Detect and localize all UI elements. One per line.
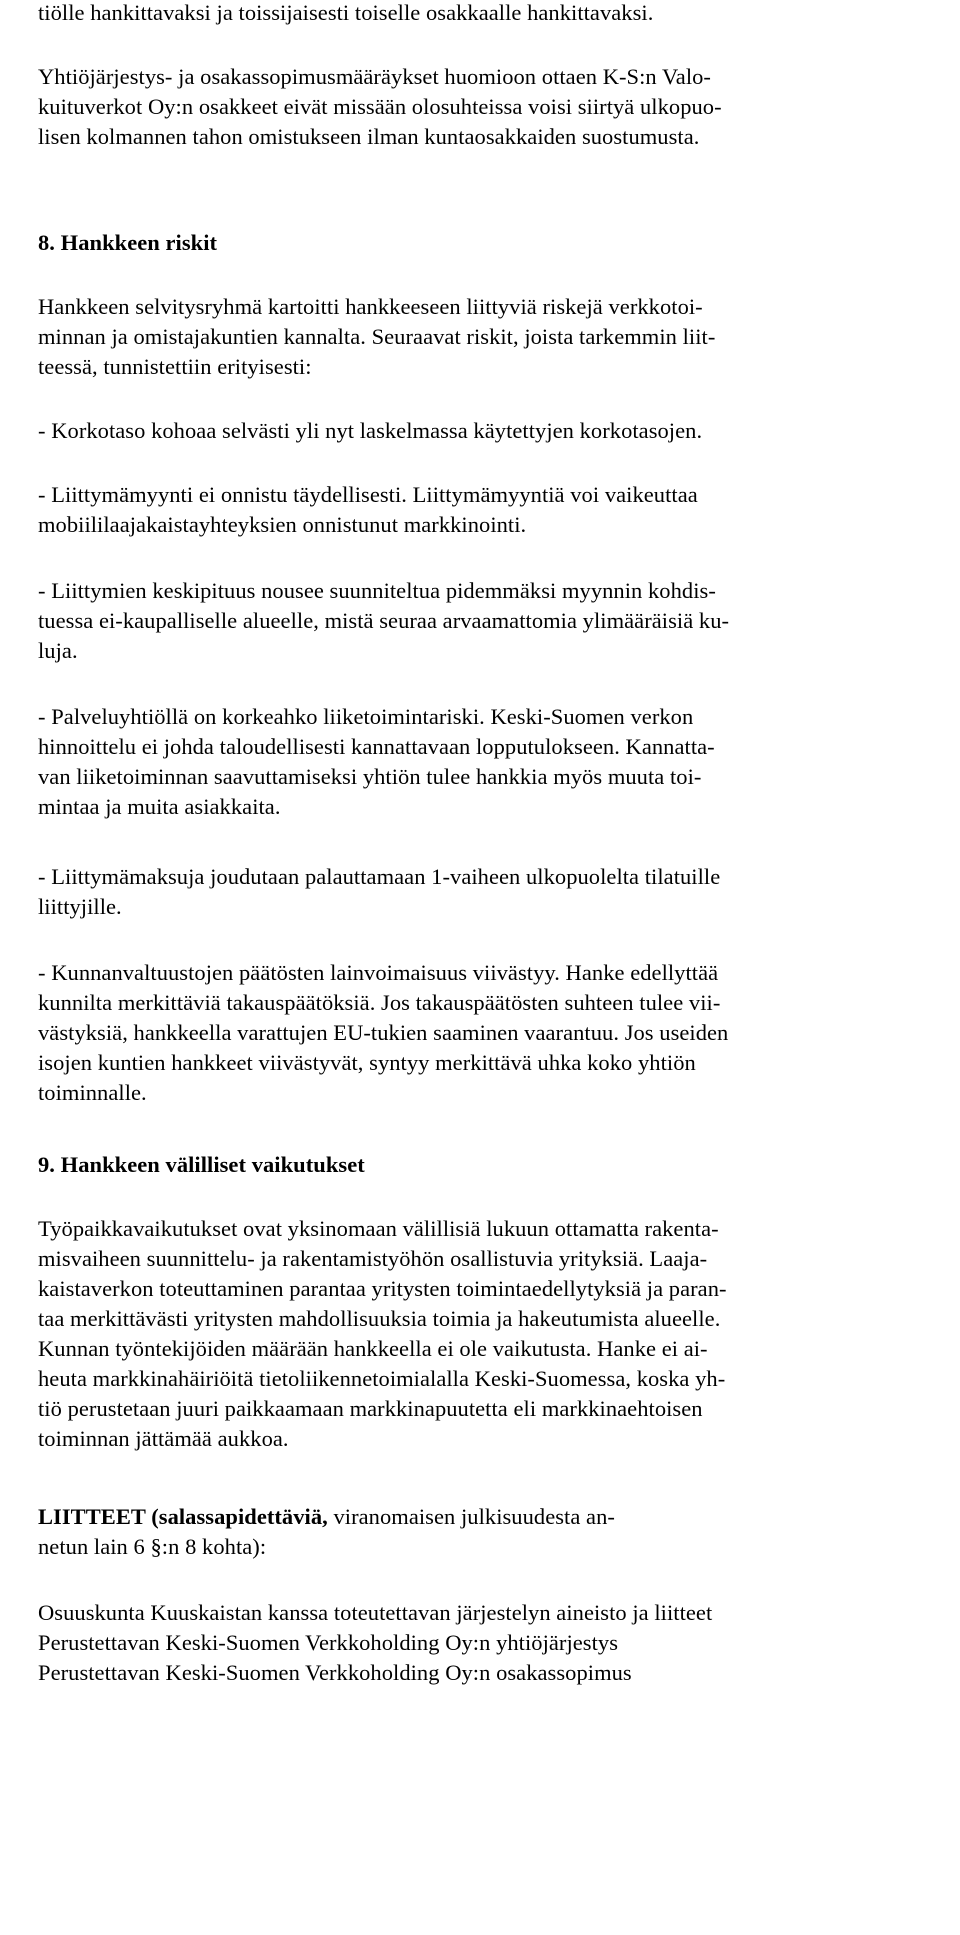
- paragraph-line: - Liittymämaksuja joudutaan palauttamaan 1-vaiheen ulkopuolelta tilatuille: [38, 864, 721, 889]
- paragraph-line: minnan ja omistajakuntien kannalta. Seuraavat riskit, joista tarkemmin liit-: [38, 324, 716, 349]
- paragraph-line: tuessa ei-kaupalliselle alueelle, mistä seuraa arvaamattomia ylimääräisiä ku-: [38, 608, 730, 633]
- paragraph-line: hinnoittelu ei johda taloudellisesti kannattavaan lopputulokseen. Kannatta-: [38, 734, 715, 759]
- paragraph-line: teessä, tunnistettiin erityisesti:: [38, 354, 312, 379]
- risk-item-length: [38, 576, 948, 666]
- paragraph-line: van liiketoiminnan saavuttamiseksi yhtiön tulee hankkia myös muuta toi-: [38, 764, 702, 789]
- paragraph-line: kuituverkot Oy:n osakkeet eivät missään olosuhteissa voisi siirtyä ulkopuo-: [38, 94, 722, 119]
- attachments-heading: [38, 1502, 948, 1562]
- paragraph-line: lisen kolmannen tahon omistukseen ilman kuntaosakkaiden suostumusta.: [38, 124, 700, 149]
- section-number: 9.: [38, 1152, 55, 1177]
- section-heading-9: [38, 1150, 948, 1180]
- attachments-label-rest: viranomaisen julkisuudesta an-: [327, 1504, 615, 1529]
- risk-item-decisions: [38, 958, 948, 1108]
- list-item: Perustettavan Keski-Suomen Verkkoholding Oy:n osakassopimus: [38, 1660, 632, 1685]
- attachments-label: LIITTEET (salassapidettäviä,: [38, 1504, 328, 1529]
- ownership-paragraph: [38, 62, 948, 152]
- paragraph-line: liittyjille.: [38, 894, 122, 919]
- section-number: 8.: [38, 230, 55, 255]
- paragraph-line: - Korkotaso kohoaa selvästi yli nyt laskelmassa käytettyjen korkotasojen.: [38, 418, 703, 443]
- risks-intro-paragraph: [38, 292, 948, 382]
- paragraph-line: Työpaikkavaikutukset ovat yksinomaan välillisiä lukuun ottamatta rakenta-: [38, 1216, 719, 1241]
- paragraph-line: isojen kuntien hankkeet viivästyvät, syntyy merkittävä uhka koko yhtiön: [38, 1050, 696, 1075]
- paragraph-line: - Kunnanvaltuustojen päätösten lainvoimaisuus viivästyy. Hanke edellyttää: [38, 960, 719, 985]
- section-heading-8: [38, 228, 948, 258]
- paragraph-line: tiö perustetaan juuri paikkaamaan markkinapuutetta eli markkinaehtoisen: [38, 1396, 703, 1421]
- paragraph-line: toiminnalle.: [38, 1080, 147, 1105]
- paragraph-line: mintaa ja muita asiakkaita.: [38, 794, 281, 819]
- list-item: Osuuskunta Kuuskaistan kanssa toteutettavan järjestelyn aineisto ja liitteet: [38, 1600, 713, 1625]
- list-item: Perustettavan Keski-Suomen Verkkoholding Oy:n yhtiöjärjestys: [38, 1630, 619, 1655]
- indirect-effects-paragraph: [38, 1214, 948, 1454]
- paragraph-line: kaistaverkon toteuttaminen parantaa yritysten toimintaedellytyksiä ja paran-: [38, 1276, 727, 1301]
- risk-item-interest: [38, 416, 948, 446]
- intro-paragraph: [38, 0, 948, 28]
- paragraph-line: toiminnan jättämää aukkoa.: [38, 1426, 289, 1451]
- paragraph-line: västyksiä, hankkeella varattujen EU-tukien saaminen vaarantuu. Jos useiden: [38, 1020, 729, 1045]
- paragraph-line: Hankkeen selvitysryhmä kartoitti hankkeeseen liittyviä riskejä verkkotoi-: [38, 294, 703, 319]
- paragraph-line: - Liittymien keskipituus nousee suunniteltua pidemmäksi myynnin kohdis-: [38, 578, 716, 603]
- risk-item-sales: [38, 480, 948, 540]
- paragraph-line: heuta markkinahäiriöitä tietoliikennetoimialalla Keski-Suomessa, koska yh-: [38, 1366, 726, 1391]
- attachments-list: [38, 1598, 948, 1688]
- paragraph-line: misvaiheen suunnittelu- ja rakentamistyöhön osallistuvia yrityksiä. Laaja-: [38, 1246, 708, 1271]
- paragraph-line: - Liittymämyynti ei onnistu täydellisesti. Liittymämyyntiä voi vaikeuttaa: [38, 482, 698, 507]
- paragraph-line: luja.: [38, 638, 78, 663]
- paragraph-line: tiölle hankittavaksi ja toissijaisesti toiselle osakkaalle hankittavaksi.: [38, 0, 654, 25]
- paragraph-line: Yhtiöjärjestys- ja osakassopimusmääräykset huomioon ottaen K-S:n Valo-: [38, 64, 711, 89]
- risk-item-service-company: [38, 702, 948, 822]
- section-title: Hankkeen välilliset vaikutukset: [60, 1152, 365, 1177]
- paragraph-line: Kunnan työntekijöiden määrään hankkeella ei ole vaikutusta. Hanke ei ai-: [38, 1336, 708, 1361]
- paragraph-line: taa merkittävästi yritysten mahdollisuuksia toimia ja hakeutumista alueelle.: [38, 1306, 721, 1331]
- paragraph-line: mobiililaajakaistayhteyksien onnistunut markkinointi.: [38, 512, 527, 537]
- risk-item-fees: [38, 862, 948, 922]
- paragraph-line: netun lain 6 §:n 8 kohta):: [38, 1534, 267, 1559]
- section-title: Hankkeen riskit: [60, 230, 218, 255]
- paragraph-line: - Palveluyhtiöllä on korkeahko liiketoimintariski. Keski-Suomen verkon: [38, 704, 694, 729]
- paragraph-line: kunnilta merkittäviä takauspäätöksiä. Jos takauspäätösten suhteen tulee vii-: [38, 990, 721, 1015]
